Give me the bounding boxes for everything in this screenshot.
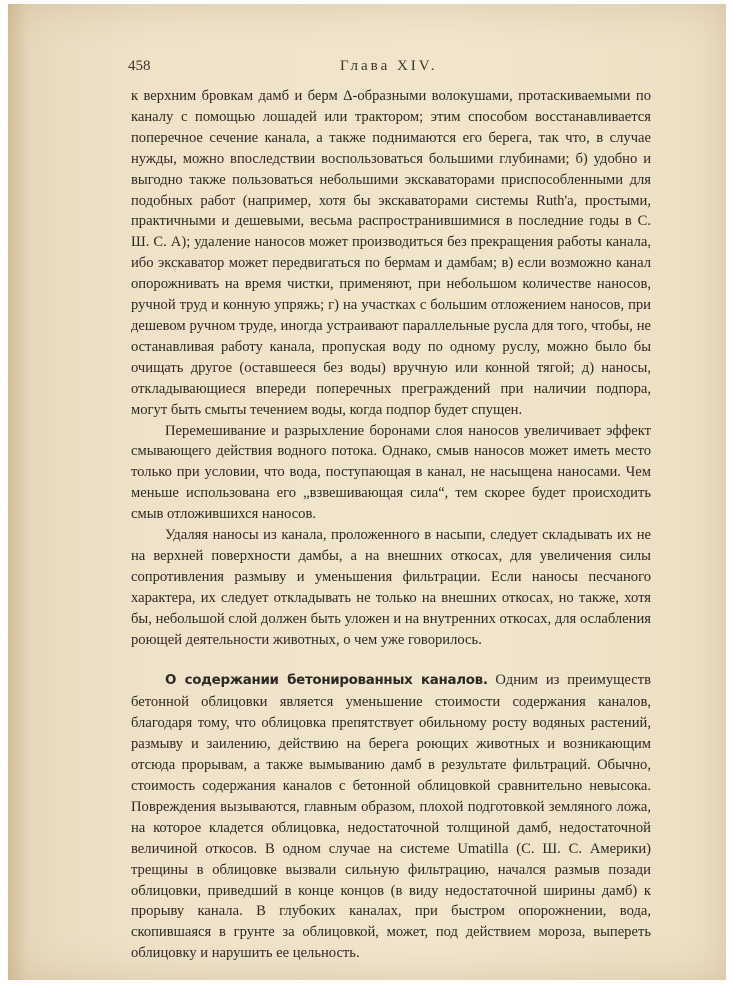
- paragraph-harrowing: Перемешивание и разрыхление боронами слоя наносов увеличивает эффект смывающего действия водного потока. Однако, смыв наносов может иметь место только при условии, что вода, поступающая в канал, не насыщена наносами. Чем меньше использована его „взвешивающая сила“, тем скорее будет происходить смыв отложившихся наносов.: [131, 422, 651, 523]
- paragraph-concrete-canals: [131, 670, 651, 964]
- paragraph-deposits-removal: Удаляя наносы из канала, проложенного в насыпи, следует складывать их не на верхней поверхности дамбы, а на внешних откосах, для увеличения силы сопротивления размыву и уменьшения фильтрации. Если наносы песчаного характера, их следует откладывать не только на внешних откосах, но также, хотя бы, небольшой слой должен быть уложен и на внутренних откосах, для ослабления роющей деятельности животных, о чем уже говорилось.: [131, 527, 651, 648]
- section-heading: О содержании бетонированных каналов.: [165, 673, 488, 689]
- page-edge-shadow: [8, 4, 28, 980]
- scanned-page: [8, 4, 726, 980]
- body-text: [131, 86, 651, 964]
- page-number: 458: [128, 58, 151, 74]
- running-head: [128, 58, 638, 78]
- paragraph-continued: к верхним бровкам дамб и берм Δ-образными волокушами, протаскиваемыми по каналу с помощью лошадей или трактором; этим способом восстанавливается поперечное сечение канала, а также поднимаются его берега, так что, в случае нужды, можно впоследствии воспользоваться большими глубинами; б) удобно и выгодно также пользоваться небольшими экскаваторами приспособленными для подобных работ (например, хотя бы экскаваторами системы Ruth'а, простыми, практичными и дешевыми, весьма распространившимися в последние годы в С. Ш. С. А); удаление наносов может производиться без прекращения работы канала, ибо экскаватор может передвигаться по бермам и дамбам; в) если возможно канал опорожнивать на время чистки, применяют, при небольшом количестве наносов, ручной труд и конную упряжь; г) на участках с большим отложением наносов, при дешевом ручном труде, иногда устраивают параллельные русла для того, чтобы, не останавливая работу канала, пропуская воду по одному руслу, можно было бы очищать другое (оставшееся без воды) вручную или конной тягой; д) наносы, откладывающиеся впереди поперечных преграждений при наличии подпора, могут быть смыты течением воды, когда подпор будет спущен.: [131, 88, 651, 418]
- chapter-title: Глава XIV.: [340, 58, 438, 74]
- section-text: Одним из преимуществ бетонной облицовки является уменьшение стоимости содержания каналов, благодаря тому, что облицовка препятствует обильному росту водяных растений, размыву и заилению, действию на берега роющих животных и возникающим отсюда прорывам, а также вымыванию дамб в результате фильтраций. Обычно, стоимость содержания каналов с бетонной облицовкой сравнительно невысока. Повреждения вызываются, главным образом, плохой подготовкой земляного ложа, на которое кладется облицовка, недостаточной толщиной дамб, недостаточной величиной откосов. В одном случае на системе Umatilla (С. Ш. С. Америки) трещины в облицовке вызвали сильную фильтрацию, начался размыв позади облицовки, приведший в конце концов (в виду недостаточной ширины дамб) к прорыву канала. В глубоких каналах, при быстром опорожнении, вода, скопившаяся в грунте за облицовкой, может, под действием мороза, выпереть облицовку и нарушить ее цельность.: [131, 672, 651, 962]
